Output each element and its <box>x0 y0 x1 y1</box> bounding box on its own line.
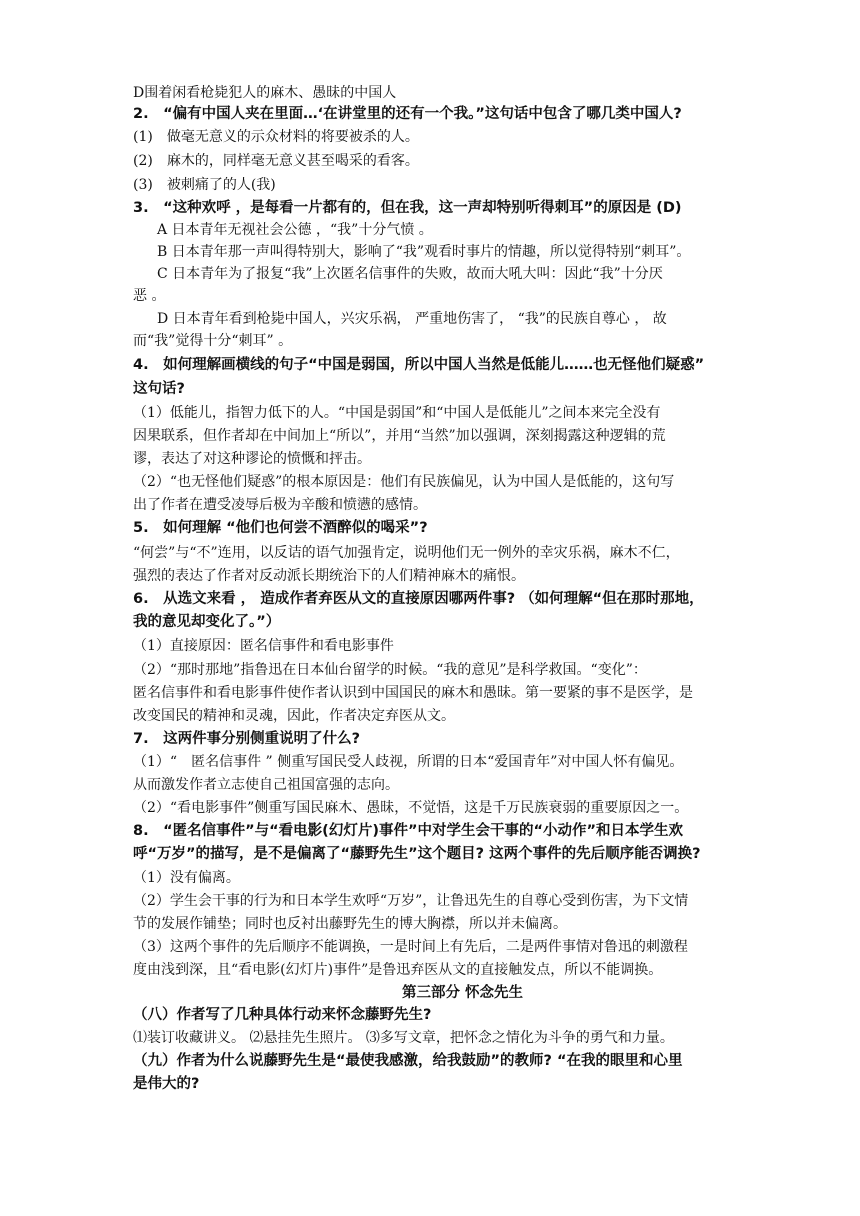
question-8-cont: 呼“万岁”的描写，是不是偏离了“藤野先生”这个题目? 这两个事件的先后顺序能否调换? <box>133 846 701 862</box>
question-7: 7. 这两件事分别侧重说明了什么? <box>133 731 361 747</box>
answer-line: 谬，表达了对这种谬论的愤慨和抨击。 <box>133 451 371 467</box>
question-nine: （九）作者为什么说藤野先生是“最使我感激，给我鼓励”的教师? “在我的眼里和心里 <box>133 1053 683 1069</box>
answer-line: （2）“看电影事件”侧重写国民麻木、愚昧，不觉悟，这是千万民族衰弱的重要原因之一。 <box>133 800 689 816</box>
answer-line: 匿名信事件和看电影事件使作者认识到中国国民的麻木和愚昧。第一要紧的事不是医学，是 <box>133 685 693 701</box>
answer-line: （1）“ 匿名信事件 ” 侧重写国民受人歧视，所谓的日本“爱国青年”对中国人怀有偏见。 <box>133 754 684 770</box>
section-heading: 第三部分 怀念先生 <box>402 985 524 1001</box>
answer-line: 改变国民的精神和灵魂，因此，作者决定弃医从文。 <box>133 708 455 724</box>
question-nine-cont: 是伟大的? <box>133 1076 200 1092</box>
answer-line: 从而激发作者立志使自己祖国富强的志向。 <box>133 777 399 793</box>
answer-line: 度由浅到深，且“看电影(幻灯片)事件”是鲁迅弃医从文的直接触发点，所以不能调换。 <box>133 962 663 978</box>
question-8: 8. “匿名信事件”与“看电影(幻灯片)事件”中对学生会干事的“小动作”和日本学生欢 <box>133 823 684 839</box>
question-6-cont: 我的意见却变化了。”） <box>133 614 281 630</box>
answer-line: （1）没有偏离。 <box>133 870 240 886</box>
option-b: B 日本青年那一声叫得特别大，影响了“我”观看时事片的情趣，所以觉得特别“刺耳”。 <box>157 244 691 260</box>
question-3: 3. “这种欢呼 ，是每看一片都有的，但在我，这一声却特别听得刺耳”的原因是 (D) <box>133 200 682 216</box>
question-6: 6. 从选文来看 ， 造成作者弃医从文的直接原因哪两件事? （如何理解“但在那时那地， <box>133 591 704 607</box>
question-2: 2. “偏有中国人夹在里面…‘在讲堂里的还有一个我。”这句话中包含了哪几类中国人? <box>133 106 682 122</box>
answer-line: ⑴装订收藏讲义。 ⑵悬挂先生照片。 ⑶多写文章，把怀念之情化为斗争的勇气和力量。 <box>133 1030 674 1046</box>
question-4-cont: 这句话? <box>133 381 185 397</box>
question-5: 5. 如何理解 “他们也何尝不酒醉似的喝采”? <box>133 520 428 536</box>
answer-line: （2）“也无怪他们疑惑”的根本原因是：他们有民族偏见，认为中国人是低能的，这句写 <box>133 474 675 490</box>
answer-line: 出了作者在遭受凌辱后极为辛酸和愤懑的感情。 <box>133 497 427 513</box>
answer-line: (1) 做毫无意义的示众材料的将要被杀的人。 <box>133 129 419 145</box>
answer-line: 强烈的表达了作者对反动派长期统治下的人们精神麻木的痛恨。 <box>133 568 525 584</box>
answer-line: （1）直接原因：匿名信事件和看电影事件 <box>133 638 394 654</box>
answer-line: (2) 麻木的，同样毫无意义甚至喝采的看客。 <box>133 153 419 169</box>
answer-line: （1）低能儿，指智力低下的人。“中国是弱国”和“中国人是低能儿”之间本来完全没有 <box>133 405 661 421</box>
question-eight: （八）作者写了几种具体行动来怀念藤野先生? <box>133 1007 432 1023</box>
question-4: 4. 如何理解画横线的句子“中国是弱国，所以中国人当然是低能儿……也无怪他们疑惑” <box>133 357 705 373</box>
answer-line: （2）学生会干事的行为和日本学生欢呼“万岁”，让鲁迅先生的自尊心受到伤害，为下文情 <box>133 893 689 909</box>
option-d: D 日本青年看到枪毙中国人，兴灾乐祸， 严重地伤害了， “我”的民族自尊心 ， 故 <box>157 311 667 327</box>
answer-line: (3) 被刺痛了的人(我) <box>133 177 276 193</box>
answer-line: 因果联系，但作者却在中间加上“所以”，并用“当然”加以强调，深刻揭露这种逻辑的荒 <box>133 428 666 444</box>
answer-line: （2）“那时那地”指鲁迅在日本仙台留学的时候。“我的意见”是科学救国。“变化”： <box>133 662 647 678</box>
option-d-cont: 而“我”觉得十分“刺耳” 。 <box>133 333 293 349</box>
option-a: A 日本青年无视社会公德 ，“我”十分气愤 。 <box>157 222 433 238</box>
answer-line: “何尝”与“不”连用，以反诘的语气加强肯定，说明他们无一例外的幸灾乐祸，麻木不仁， <box>133 545 680 561</box>
option-c-cont: 恶 。 <box>133 288 166 304</box>
answer-line: （3）这两个事件的先后顺序不能调换，一是时间上有先后，二是两件事情对鲁迅的刺激程 <box>133 939 688 955</box>
answer-line: 节的发展作铺垫；同时也反衬出藤野先生的博大胸襟，所以并未偏离。 <box>133 916 567 932</box>
option-c: C 日本青年为了报复“我”上次匿名信事件的失败，故而大吼大叫：因此“我”十分厌 <box>157 266 663 282</box>
text-line: D围着闲看枪毙犯人的麻木、愚昧的中国人 <box>133 85 397 101</box>
